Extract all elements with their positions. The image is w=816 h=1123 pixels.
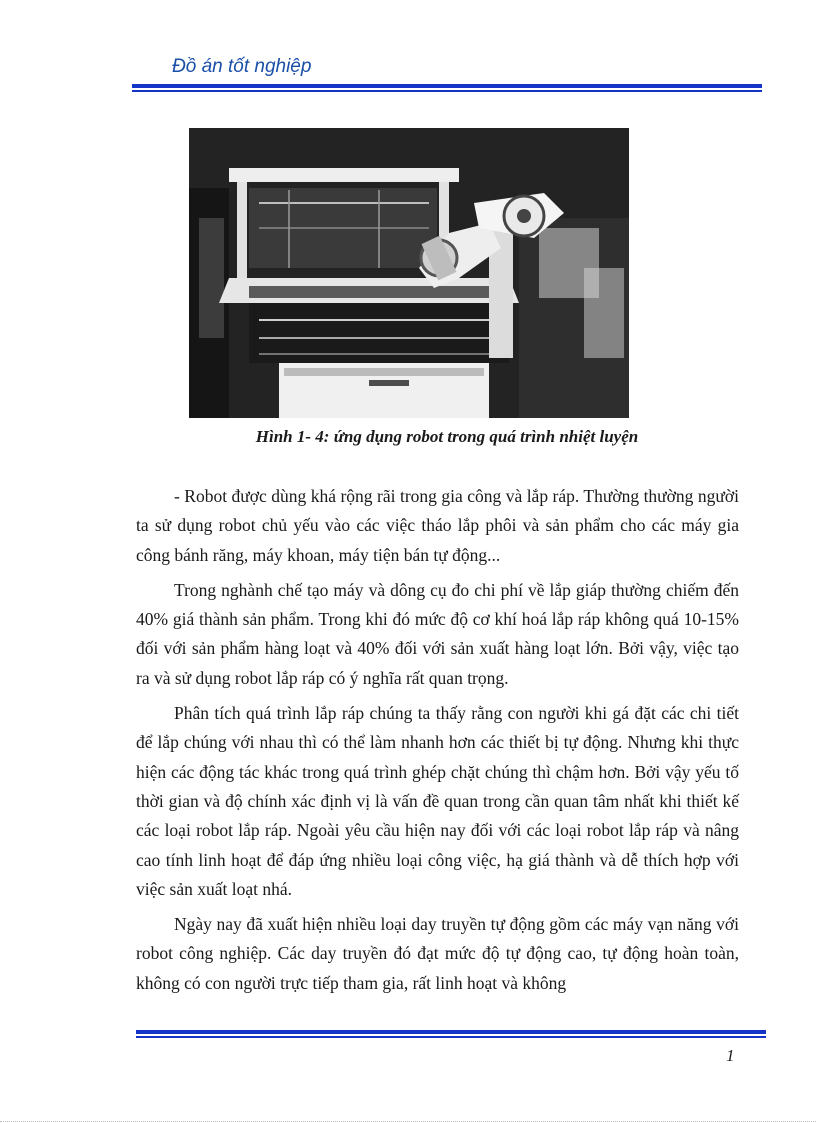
figure-caption: Hình 1- 4: ứng dụng robot trong quá trình nhiệt luyện: [255, 427, 639, 446]
paragraph: Trong nghành chế tạo máy và dông cụ đo chi phí về lắp giáp thường chiếm đến 40% giá thành sản phẩm. Trong khi đó mức độ cơ khí hoá lắp ráp không quá 10-15% đối với sản phẩm hàng loạt và 40% đối với sản xuất hàng loạt lớn. Bởi vậy, việc tạo ra và sử dụng robot lắp ráp có ý nghĩa rất quan trọng.: [136, 579, 739, 688]
paragraph: Ngày nay đã xuất hiện nhiều loại day truyền tự động gồm các máy vạn năng với robot công nghiệp. Các day truyền đó đạt mức độ tự động cao, tự động hoàn toàn, không có con người trực tiếp tham gia, rất linh hoạt và không: [136, 914, 739, 993]
page-bottom-divider: [0, 1121, 816, 1122]
header-rule: [132, 84, 762, 92]
footer-rule: [136, 1030, 766, 1038]
body-text: [136, 482, 739, 1004]
document-header-title: Đồ án tốt nghiệp: [172, 56, 312, 77]
paragraph: - Robot được dùng khá rộng rãi trong gia công và lắp ráp. Thường thường người ta sử dụng robot chủ yếu vào các việc tháo lắp phôi và sản phẩm cho các máy gia công bánh răng, máy khoan, máy tiện bán tự động...: [136, 486, 739, 565]
paragraph: Phân tích quá trình lắp ráp chúng ta thấy rằng con người khi gá đặt các chi tiết để lắp chúng với nhau thì có thể làm nhanh hơn các thiết bị tự động. Nhưng khi thực hiện các động tác khác trong quá trình ghép chặt chúng thì chậm hơn. Bởi vậy yếu tố thời gian và độ chính xác định vị là vấn đề quan trong cần quan tâm nhất khi thiết kế các loại robot lắp ráp. Ngoài yêu cầu hiện nay đối với các loại robot lắp ráp và nâng cao tính linh hoạt để đáp ứng nhiều loại công việc, hạ giá thành và dễ thích hợp với việc sản xuất loạt nhá.: [136, 703, 739, 899]
robot-heat-treatment-photo: [189, 128, 629, 418]
page-number: 1: [726, 1046, 735, 1065]
